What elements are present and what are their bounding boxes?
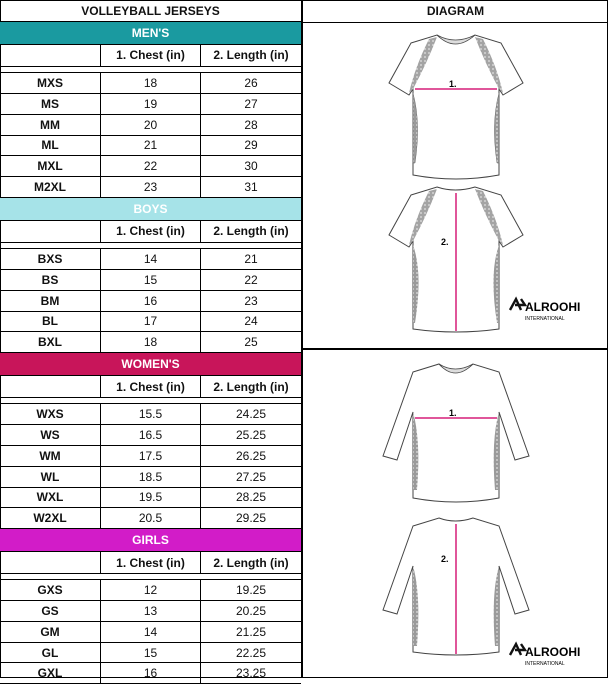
section-header: [0, 353, 301, 376]
brand-logo-2: [510, 644, 580, 667]
length-cell: 24.25: [235, 407, 267, 422]
chest-label-1: 1.: [449, 79, 457, 89]
length-cell: 23: [244, 293, 258, 308]
diagram-column: [303, 0, 608, 678]
table-row: [0, 156, 301, 177]
size-column-header: [0, 45, 101, 67]
length-cell: 30: [244, 159, 258, 174]
size-cell: GS: [0, 601, 101, 621]
chest-cell: 16: [101, 291, 201, 311]
length-cell: 28: [244, 117, 258, 132]
chest-cell: 21: [101, 136, 201, 156]
svg-text:INTERNATIONAL: INTERNATIONAL: [525, 316, 565, 322]
chest-column-header: 1. Chest (in): [101, 376, 201, 398]
size-cell: MXS: [0, 73, 101, 93]
chest-cell: 18: [101, 73, 201, 93]
section-title: BOYS: [133, 201, 168, 216]
length-column-header: 2. Length (in): [213, 224, 289, 239]
chest-column-header: 1. Chest (in): [101, 221, 201, 243]
section-title: MEN'S: [131, 25, 170, 40]
length-cell: 21.25: [235, 624, 267, 639]
size-cell: M2XL: [0, 177, 101, 197]
table-row: [0, 249, 301, 270]
length-cell: 31: [244, 180, 258, 195]
length-cell: 26: [244, 76, 258, 91]
svg-text:INTERNATIONAL: INTERNATIONAL: [525, 661, 565, 667]
chest-cell: 15: [101, 643, 201, 663]
brand-logo-1: [510, 299, 580, 322]
table-row: [0, 643, 301, 664]
length-cell: 25: [244, 335, 258, 350]
column-header-row: [0, 221, 301, 244]
length-column-header: 2. Length (in): [213, 379, 289, 394]
length-cell: 19.25: [235, 583, 267, 598]
table-row: [0, 446, 301, 467]
chest-cell: 13: [101, 601, 201, 621]
length-column-header: 2. Length (in): [213, 48, 289, 63]
size-cell: WL: [0, 467, 101, 487]
size-cell: GXL: [0, 663, 101, 683]
length-cell: 20.25: [235, 603, 267, 618]
length-cell: 24: [244, 314, 258, 329]
length-cell: 22.25: [235, 645, 267, 660]
chest-cell: 20: [101, 115, 201, 135]
section-title: GIRLS: [132, 532, 169, 547]
table-row: [0, 94, 301, 115]
chest-cell: 14: [101, 622, 201, 642]
long-sleeve-panel: [303, 350, 608, 678]
chest-cell: 15.5: [101, 404, 201, 424]
size-cell: BXL: [0, 332, 101, 352]
table-row: [0, 177, 301, 198]
length-column-header: 2. Length (in): [213, 555, 289, 570]
length-cell: 28.25: [235, 490, 267, 505]
section-title: WOMEN'S: [121, 356, 180, 371]
table-title: VOLLEYBALL JERSEYS: [81, 3, 220, 18]
table-row: [0, 115, 301, 136]
size-column-header: [0, 376, 101, 398]
chest-column-header: 1. Chest (in): [101, 45, 201, 67]
chest-cell: 18: [101, 332, 201, 352]
table-row: [0, 508, 301, 529]
length-cell: 27: [244, 96, 258, 111]
chest-cell: 20.5: [101, 508, 201, 528]
length-cell: 27.25: [235, 469, 267, 484]
diagram-title: DIAGRAM: [303, 0, 608, 23]
size-cell: WXL: [0, 488, 101, 508]
table-row: [0, 580, 301, 601]
section-header: [0, 529, 301, 552]
length-cell: 23.25: [235, 666, 267, 681]
chest-cell: 19: [101, 94, 201, 114]
length-cell: 21: [244, 252, 258, 267]
column-header-row: [0, 45, 301, 68]
chest-cell: 15: [101, 270, 201, 290]
table-row: [0, 73, 301, 94]
length-cell: 26.25: [235, 448, 267, 463]
table-row: [0, 601, 301, 622]
section-header: [0, 198, 301, 221]
svg-text:ALROOHI: ALROOHI: [525, 300, 581, 314]
chest-cell: 22: [101, 156, 201, 176]
chest-cell: 14: [101, 249, 201, 269]
table-title-row: [0, 0, 301, 22]
table-row: [0, 404, 301, 425]
size-column-header: [0, 552, 101, 574]
chest-cell: 17: [101, 312, 201, 332]
size-cell: BM: [0, 291, 101, 311]
table-row: [0, 291, 301, 312]
table-row: [0, 467, 301, 488]
size-cell: GXS: [0, 580, 101, 600]
size-cell: WXS: [0, 404, 101, 424]
table-row: [0, 312, 301, 333]
table-row: [0, 488, 301, 509]
size-cell: WM: [0, 446, 101, 466]
column-header-row: [0, 376, 301, 399]
chest-column-header: 1. Chest (in): [101, 552, 201, 574]
chest-cell: 18.5: [101, 467, 201, 487]
long-sleeve-back-icon: [383, 518, 529, 655]
length-cell: 29.25: [235, 511, 267, 526]
table-row: [0, 425, 301, 446]
size-cell: MM: [0, 115, 101, 135]
size-cell: GL: [0, 643, 101, 663]
size-cell: GM: [0, 622, 101, 642]
column-header-row: [0, 552, 301, 575]
length-cell: 22: [244, 272, 258, 287]
size-cell: MS: [0, 94, 101, 114]
size-cell: WS: [0, 425, 101, 445]
chest-cell: 19.5: [101, 488, 201, 508]
chest-cell: 12: [101, 580, 201, 600]
length-label-1: 2.: [441, 237, 449, 247]
length-cell: 29: [244, 138, 258, 153]
size-cell: W2XL: [0, 508, 101, 528]
chest-cell: 17.5: [101, 446, 201, 466]
svg-text:ALROOHI: ALROOHI: [525, 645, 581, 659]
short-sleeve-back-icon: [389, 187, 523, 332]
long-sleeve-front-icon: [383, 364, 529, 502]
length-label-2: 2.: [441, 554, 449, 564]
section-header: [0, 22, 301, 45]
table-row: [0, 663, 301, 684]
chest-cell: 16.5: [101, 425, 201, 445]
table-row: [0, 270, 301, 291]
size-column-header: [0, 221, 101, 243]
short-sleeve-panel: [303, 23, 608, 348]
length-cell: 25.25: [235, 428, 267, 443]
table-row: [0, 136, 301, 157]
chest-label-2: 1.: [449, 408, 457, 418]
size-cell: BL: [0, 312, 101, 332]
short-sleeve-front-icon: [389, 35, 523, 179]
table-row: [0, 622, 301, 643]
size-table: [0, 0, 301, 684]
size-cell: MXL: [0, 156, 101, 176]
chest-cell: 23: [101, 177, 201, 197]
table-row: [0, 332, 301, 353]
size-cell: BS: [0, 270, 101, 290]
chest-cell: 16: [101, 663, 201, 683]
size-cell: ML: [0, 136, 101, 156]
size-cell: BXS: [0, 249, 101, 269]
